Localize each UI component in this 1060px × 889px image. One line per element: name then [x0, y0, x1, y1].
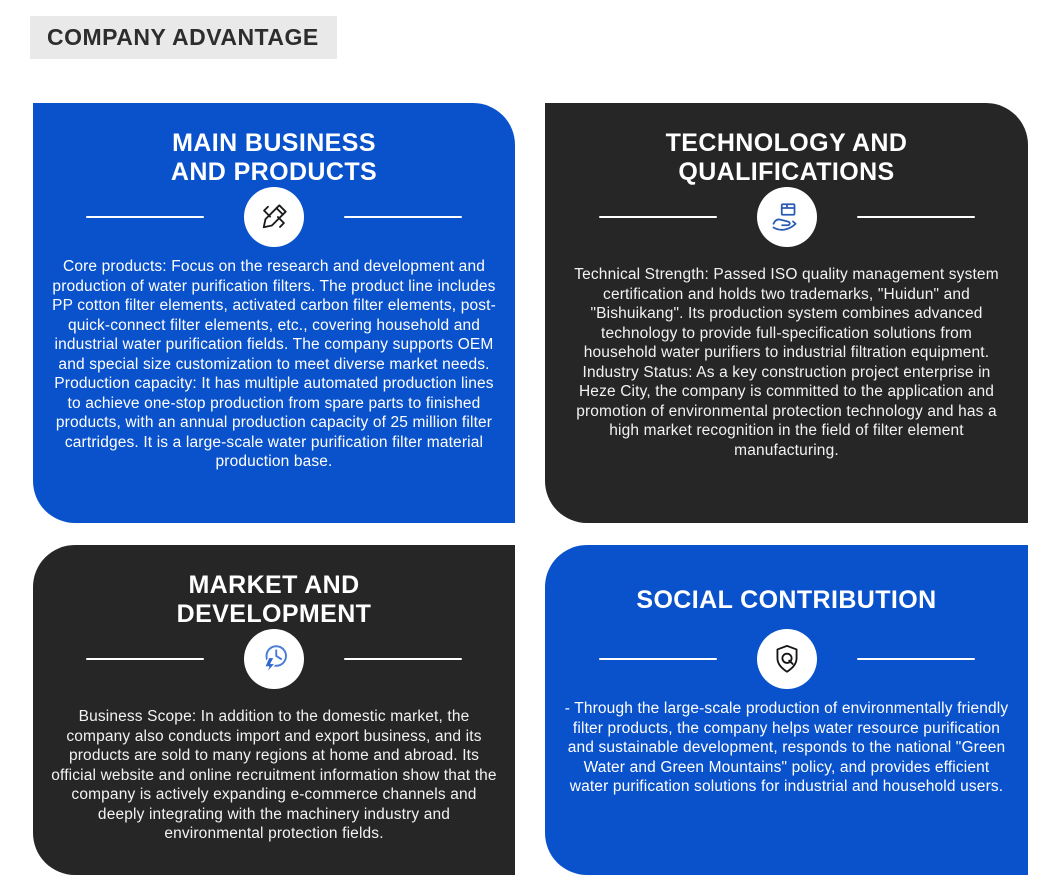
section-title: COMPANY ADVANTAGE [30, 16, 337, 59]
divider-line [86, 658, 204, 660]
card-body [45, 257, 503, 472]
icon-row [45, 629, 503, 689]
icon-circle [244, 187, 304, 247]
card-paragraph: Core products: Focus on the research and development and production of water purification filters. The product line includes PP cotton filter elements, activated carbon filter elements, post-quick-connect filter elements, etc., covering household and industrial water purification fields. The company supports OEM and special size customization to meet diverse market needs. [52, 258, 496, 373]
divider-line [86, 216, 204, 218]
shield-q-icon [770, 642, 804, 676]
card-title-line: AND PRODUCTS [170, 158, 378, 186]
card-social [545, 545, 1028, 875]
divider-line [599, 658, 717, 660]
icon-circle [244, 629, 304, 689]
card-body [557, 265, 1016, 460]
pen-tools-icon [257, 200, 291, 234]
hand-holding-box-icon [769, 199, 805, 235]
icon-circle [757, 187, 817, 247]
card-paragraph: Technical Strength: Passed ISO quality management system certification and holds two trademarks, "Huidun" and "Bishuikang". Its production system combines advanced technology to provide full-specification solutions from household water purifiers to industrial filtration equipment. [574, 266, 999, 361]
card-title [45, 571, 503, 629]
icon-circle [757, 629, 817, 689]
icon-row [557, 187, 1016, 247]
card-technology [545, 103, 1028, 523]
card-title-line: MAIN BUSINESS [172, 129, 376, 157]
card-title-line: SOCIAL CONTRIBUTION [636, 585, 937, 614]
divider-line [344, 216, 462, 218]
divider-line [857, 658, 975, 660]
card-title [557, 129, 1016, 187]
cards-grid [33, 103, 1028, 875]
card-title-line: QUALIFICATIONS [678, 158, 895, 186]
card-paragraph: Production capacity: It has multiple automated production lines to achieve one-stop production from spare parts to finished products, with an annual production capacity of 25 million filter cartridges. It is a large-scale water purification filter material production base. [54, 375, 494, 470]
card-title-line: DEVELOPMENT [176, 600, 372, 628]
card-main-business [33, 103, 515, 523]
card-body [45, 707, 503, 844]
divider-line [344, 658, 462, 660]
divider-line [599, 216, 717, 218]
card-paragraph: Business Scope: In addition to the domestic market, the company also conducts import and export business, and its products are sold to many regions at home and abroad. Its official website and online recruitment information show that the company is actively expanding e-commerce channels and deeply integrating with the machinery industry and environmental protection fields. [51, 708, 497, 842]
card-body [557, 699, 1016, 797]
divider-line [857, 216, 975, 218]
card-title-line: TECHNOLOGY AND [665, 129, 908, 157]
card-market [33, 545, 515, 875]
card-paragraph: Industry Status: As a key construction project enterprise in Heze City, the company is committed to the application and promotion of environmental protection technology and has a high market recognition in the field of filter element manufacturing. [576, 363, 997, 459]
icon-row [45, 187, 503, 247]
icon-row [557, 629, 1016, 689]
card-title-line: MARKET AND [188, 571, 360, 599]
card-title [557, 571, 1016, 629]
card-paragraph: - Through the large-scale production of environmentally friendly filter products, the company helps water resource purification and sustainable development, responds to the national "Green Water and Green Mountains" policy, and provides efficient water purification solutions for industrial and household users. [564, 700, 1009, 795]
clock-bolt-icon [256, 641, 292, 677]
card-title [45, 129, 503, 187]
